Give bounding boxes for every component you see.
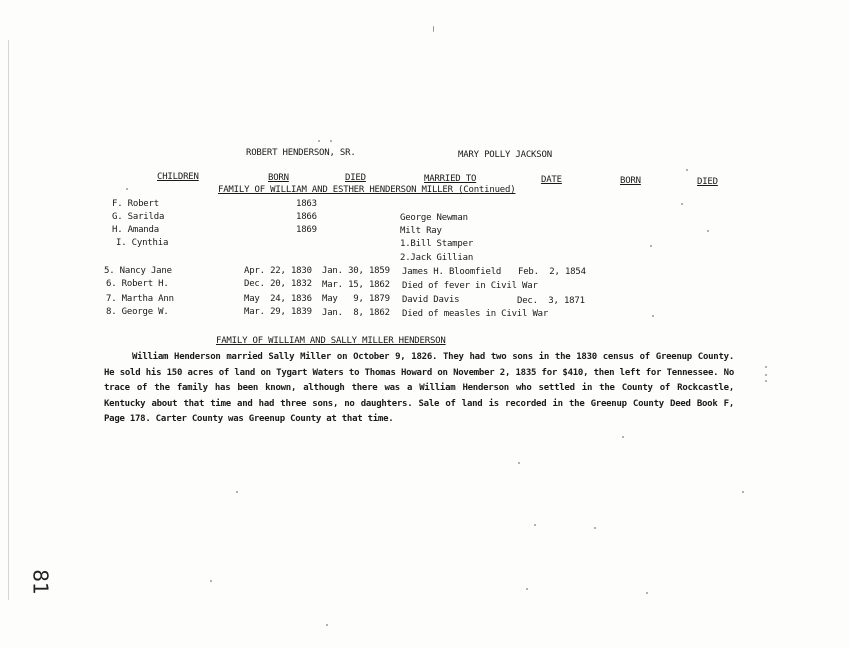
scan-speck <box>765 366 767 368</box>
scan-speck <box>318 140 320 142</box>
scan-speck <box>652 315 654 317</box>
child-born: May 24, 1836 <box>244 294 312 304</box>
scan-speck <box>681 203 683 205</box>
col-children: CHILDREN <box>157 172 199 182</box>
section-title-henderson: FAMILY OF WILLIAM AND SALLY MILLER HENDERSON <box>216 336 446 346</box>
child-name: G. Sarilda <box>112 212 165 222</box>
col-born: BORN <box>268 173 289 183</box>
child-married: Died of measles in Civil War <box>402 309 549 319</box>
scan-speck <box>330 140 332 142</box>
scan-speck <box>518 462 520 464</box>
child-name: 6. Robert H. <box>106 279 169 289</box>
scan-speck <box>210 580 212 582</box>
child-married: David Davis <box>402 295 460 305</box>
child-married: George Newman <box>400 213 468 223</box>
child-born: 1863 <box>296 199 317 209</box>
child-name: F. Robert <box>112 199 159 209</box>
scan-speck <box>650 245 652 247</box>
col-date: DATE <box>541 175 562 185</box>
page-edge-line <box>8 40 9 600</box>
child-died: Jan. 8, 1862 <box>322 308 390 318</box>
page-number: 81 <box>28 569 53 595</box>
husband-name: ROBERT HENDERSON, SR. <box>246 148 356 158</box>
child-born: 1866 <box>296 212 317 222</box>
child-married: Died of fever in Civil War <box>402 281 538 291</box>
scan-speck <box>646 592 648 594</box>
scan-speck <box>526 588 528 590</box>
scan-speck <box>765 374 767 376</box>
scan-speck <box>433 26 434 32</box>
scan-speck <box>126 188 128 190</box>
col-died-2: DIED <box>697 177 718 187</box>
scan-speck <box>534 524 536 526</box>
scan-speck <box>594 527 596 529</box>
child-name: I. Cynthia <box>116 238 169 248</box>
scan-speck <box>236 491 238 493</box>
child-born: 1869 <box>296 225 317 235</box>
child-born: Mar. 29, 1839 <box>244 307 312 317</box>
child-name: 8. George W. <box>106 307 169 317</box>
child-died: May 9, 1879 <box>322 294 390 304</box>
wife-name: MARY POLLY JACKSON <box>458 150 552 160</box>
narrative-paragraph: William Henderson married Sally Miller on October 9, 1826. They had two sons in the 1830 census of Greenup County. He sold his 150 acres of land on Tygart Waters to Thomas Howard on November 2, 1835 for $410, then left for Tennessee. No trace of the family has been known, although there was a William Henderson who settled in the County of Rockcastle, Kentucky about that time and had three sons, no daughters. Sale of land is recorded in the Greenup County Deed Book F, Page 178. Carter County was Greenup County at that time. <box>104 352 734 424</box>
scan-speck <box>326 624 328 626</box>
child-married: Milt Ray <box>400 226 442 236</box>
col-married-to: MARRIED TO <box>424 174 477 184</box>
child-name: 7. Martha Ann <box>106 294 174 304</box>
section-title-miller: FAMILY OF WILLIAM AND ESTHER HENDERSON MILLER (Continued) <box>218 185 516 195</box>
marriage-date: Feb. 2, 1854 <box>518 267 586 277</box>
scan-speck <box>765 380 767 382</box>
col-born-2: BORN <box>620 176 641 186</box>
scan-speck <box>686 169 688 171</box>
marriage-date: Dec. 3, 1871 <box>517 296 585 306</box>
child-married: 1.Bill Stamper <box>400 239 474 249</box>
scan-speck <box>622 436 624 438</box>
scan-speck <box>742 491 744 493</box>
col-died: DIED <box>345 173 366 183</box>
child-born: Apr. 22, 1830 <box>244 266 312 276</box>
child-name: H. Amanda <box>112 225 159 235</box>
child-married: James H. Bloomfield <box>402 267 502 277</box>
child-born: Dec. 20, 1832 <box>244 279 312 289</box>
scan-speck <box>707 230 709 232</box>
child-died: Mar. 15, 1862 <box>322 280 390 290</box>
child-married: 2.Jack Gillian <box>400 253 474 263</box>
child-died: Jan. 30, 1859 <box>322 266 390 276</box>
child-name: 5. Nancy Jane <box>104 266 172 276</box>
